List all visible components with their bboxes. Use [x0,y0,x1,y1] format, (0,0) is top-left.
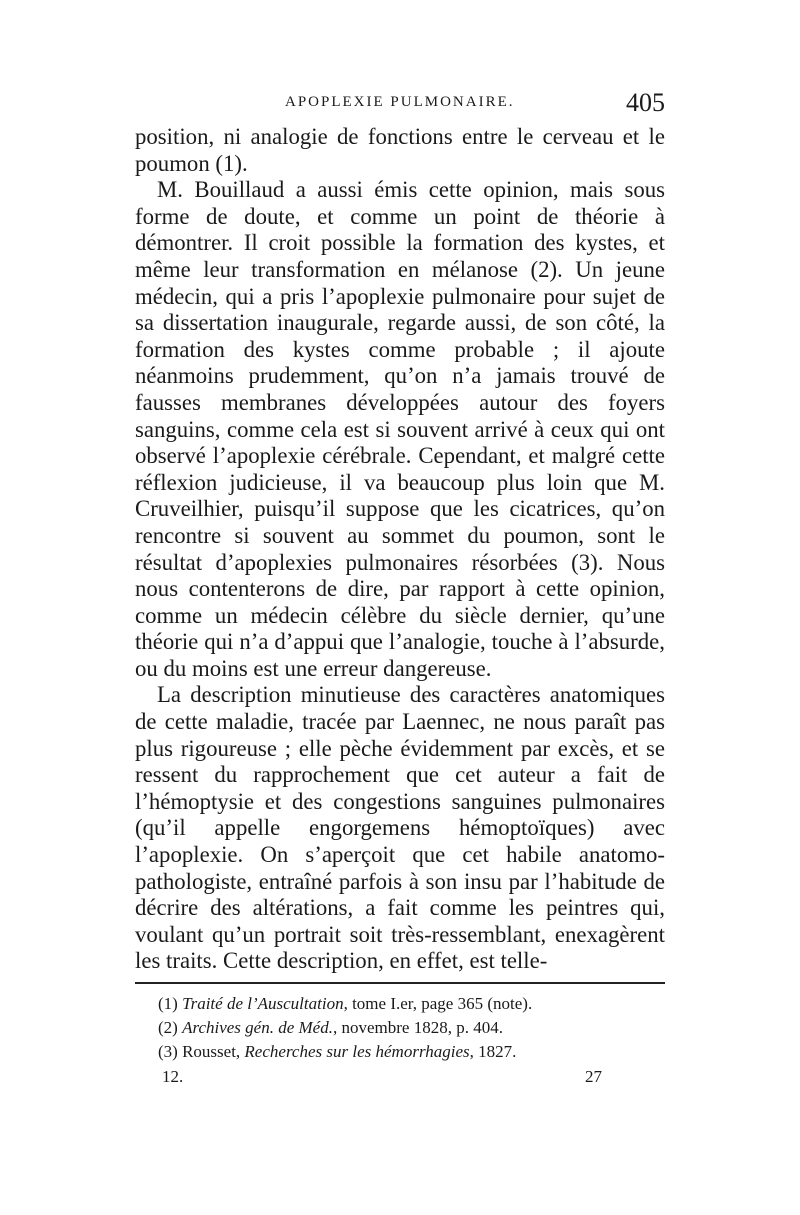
footnotes [158,992,658,1064]
paragraph-2: M. Bouillaud a aussi émis cette opinion, mais sous forme de doute, et comme un point de théorie à démontrer. Il croit possible la formation des kystes, et même leur transformation en mélanose (2). Un jeune médecin, qui a pris l’apoplexie pulmonaire pour sujet de sa dissertation inaugurale, regarde aussi, de son côté, la formation des kystes comme probable ; il ajoute néanmoins prudemment, qu’on n’a jamais trouvé de fausses membranes développées autour des foyers sanguins, comme cela est si souvent arrivé à ceux qui ont observé l’apoplexie cérébrale. Cependant, et malgré cette réflexion judicieuse, il va beaucoup plus loin que M. Cruveilhier, puisqu’il suppose que les cicatrices, qu’on rencontre si souvent au sommet du poumon, sont le résultat d’apoplexies pulmonaires résorbées (3). Nous nous contenterons de dire, par rapport à cette opinion, comme un médecin célèbre du siècle dernier, qu’une théorie qui n’a d’appui que l’analogie, touche à l’absurde, ou du moins est une erreur dangereuse. [135,177,665,681]
running-title: APOPLEXIE PULMONAIRE. [285,94,515,110]
footnote-mark: (2) [158,1018,178,1037]
page-header [135,88,665,122]
footnote-rule [135,982,665,984]
footnote-title: Recherches sur les hémorrhagies [244,1042,470,1061]
paragraph-3: La description minutieuse des caractères anatomiques de cette maladie, tracée par Laennec, ne nous paraît pas plus rigoureuse ; elle pèche évidemment par excès, et se ressent du rapprochement que cet auteur a fait de l’hémoptysie et des congestions sanguines pulmonaires (qu’il appelle engorgemens hémoptoïques) avec l’apoplexie. On s’aperçoit que cet habile anatomo-pathologiste, entraîné parfois à son insu par l’habitude de décrire des altérations, a fait comme les peintres qui, voulant qu’un portrait soit très-ressemblant, enexagèrent les traits. Cette description, en effet, est telle- [135,682,665,974]
footnote-details: , novembre 1828, p. 404. [332,1018,503,1037]
footnote-author: Rousset, [182,1042,245,1061]
footnote-title: Traité de l’Auscultation [182,994,344,1013]
body-text [135,124,665,975]
paragraph-1: position, ni analogie de fonctions entre le cerveau et le poumon (1). [135,124,665,176]
footnote-1 [158,992,658,1016]
footnote-details: , tome I.er, page 365 (note). [343,994,533,1013]
footnote-mark: (3) [158,1042,178,1061]
signature-line [162,1067,602,1093]
footnote-title: Archives gén. de Méd. [182,1018,333,1037]
volume-signature: 12. [162,1067,184,1086]
footnote-3 [158,1040,658,1064]
page-number: 405 [626,88,665,117]
footnote-mark: (1) [158,994,178,1013]
footnote-details: , 1827. [469,1042,517,1061]
footnote-2 [158,1016,658,1040]
sheet-signature: 27 [585,1067,602,1086]
